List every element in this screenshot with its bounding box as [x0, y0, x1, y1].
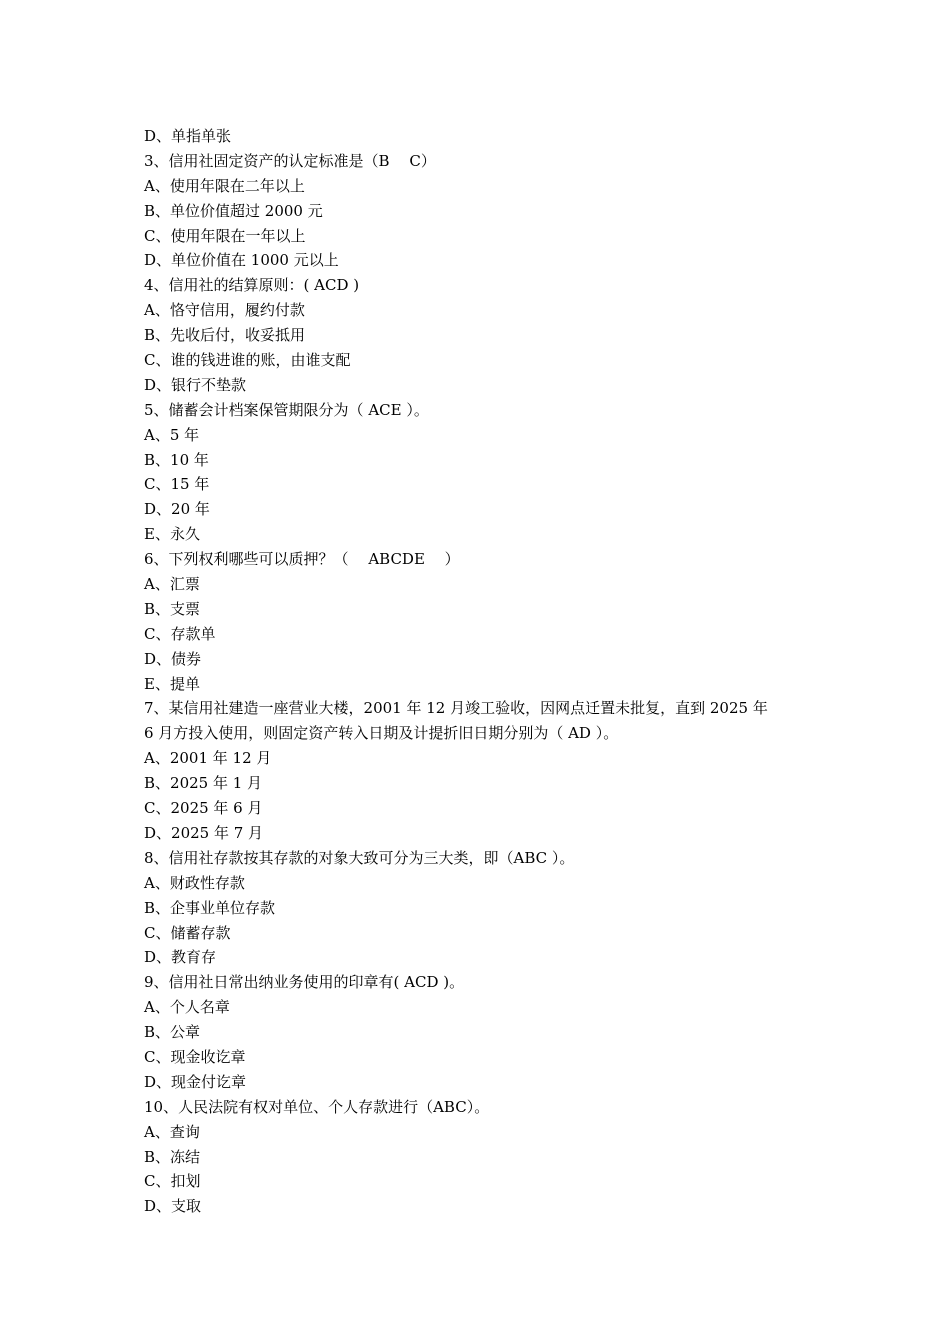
option-line: A、5 年 [144, 425, 200, 444]
question-line: 5、储蓄会计档案保管期限分为（ ACE ）。 [144, 400, 429, 419]
option-line: D、银行不垫款 [144, 375, 247, 394]
question-line: 8、信用社存款按其存款的对象大致可分为三大类，即（ABC ）。 [144, 848, 575, 867]
option-line: B、冻结 [144, 1147, 201, 1166]
option-line: D、支取 [144, 1197, 202, 1216]
option-line: B、企事业单位存款 [144, 898, 276, 917]
option-line: B、10 年 [144, 450, 209, 469]
option-line: D、现金付讫章 [144, 1072, 247, 1091]
option-line: D、债券 [144, 649, 202, 668]
option-line: A、2001 年 12 月 [144, 749, 272, 768]
option-line: C、扣划 [144, 1172, 201, 1191]
question-line: 6、下列权利哪些可以质押？（ ABCDE ） [144, 550, 460, 569]
option-line: D、20 年 [144, 500, 210, 519]
option-line: A、查询 [144, 1122, 200, 1141]
option-line: B、支票 [144, 599, 201, 618]
option-line: B、2025 年 1 月 [144, 774, 263, 793]
option-line: C、2025 年 6 月 [144, 799, 263, 818]
option-line: C、15 年 [144, 475, 210, 494]
option-line: D、2025 年 7 月 [144, 823, 264, 842]
option-line: D、单位价值在 1000 元以上 [144, 251, 339, 270]
option-line: C、现金收讫章 [144, 1047, 246, 1066]
option-line: D、单指单张 [144, 127, 232, 145]
option-line: C、谁的钱进谁的账，由谁支配 [144, 351, 351, 370]
option-line: A、恪守信用，履约付款 [144, 301, 305, 320]
question-line: 3、信用社固定资产的认定标准是（B C） [144, 151, 436, 170]
option-line: B、先收后付，收妥抵用 [144, 326, 306, 345]
option-line: A、使用年限在二年以上 [144, 176, 305, 195]
question-line-continued: 6 月方投入使用，则固定资产转入日期及计提折旧日期分别为（ AD ）。 [144, 724, 619, 743]
option-line: A、财政性存款 [144, 873, 245, 892]
option-line: A、个人名章 [144, 998, 230, 1017]
option-line: B、公章 [144, 1023, 201, 1042]
question-line: 7、某信用社建造一座营业大楼，2001 年 12 月竣工验收，因网点迁置未批复，直到 2025 年 [144, 699, 768, 718]
option-line: A、汇票 [144, 575, 200, 594]
option-line: E、提单 [144, 674, 200, 693]
question-line: 9、信用社日常出纳业务使用的印章有( ACD )。 [144, 973, 465, 992]
question-line: 10、人民法院有权对单位、个人存款进行（ABC）。 [144, 1097, 490, 1116]
question-line: 4、信用社的结算原则：( ACD ) [144, 276, 360, 295]
document-body [144, 124, 814, 1219]
option-line: E、永久 [144, 525, 200, 544]
option-line: D、教育存 [144, 948, 217, 967]
option-line: B、单位价值超过 2000 元 [144, 201, 323, 220]
option-line: C、存款单 [144, 624, 216, 643]
option-line: C、使用年限在一年以上 [144, 226, 306, 245]
option-line: C、储蓄存款 [144, 923, 231, 942]
